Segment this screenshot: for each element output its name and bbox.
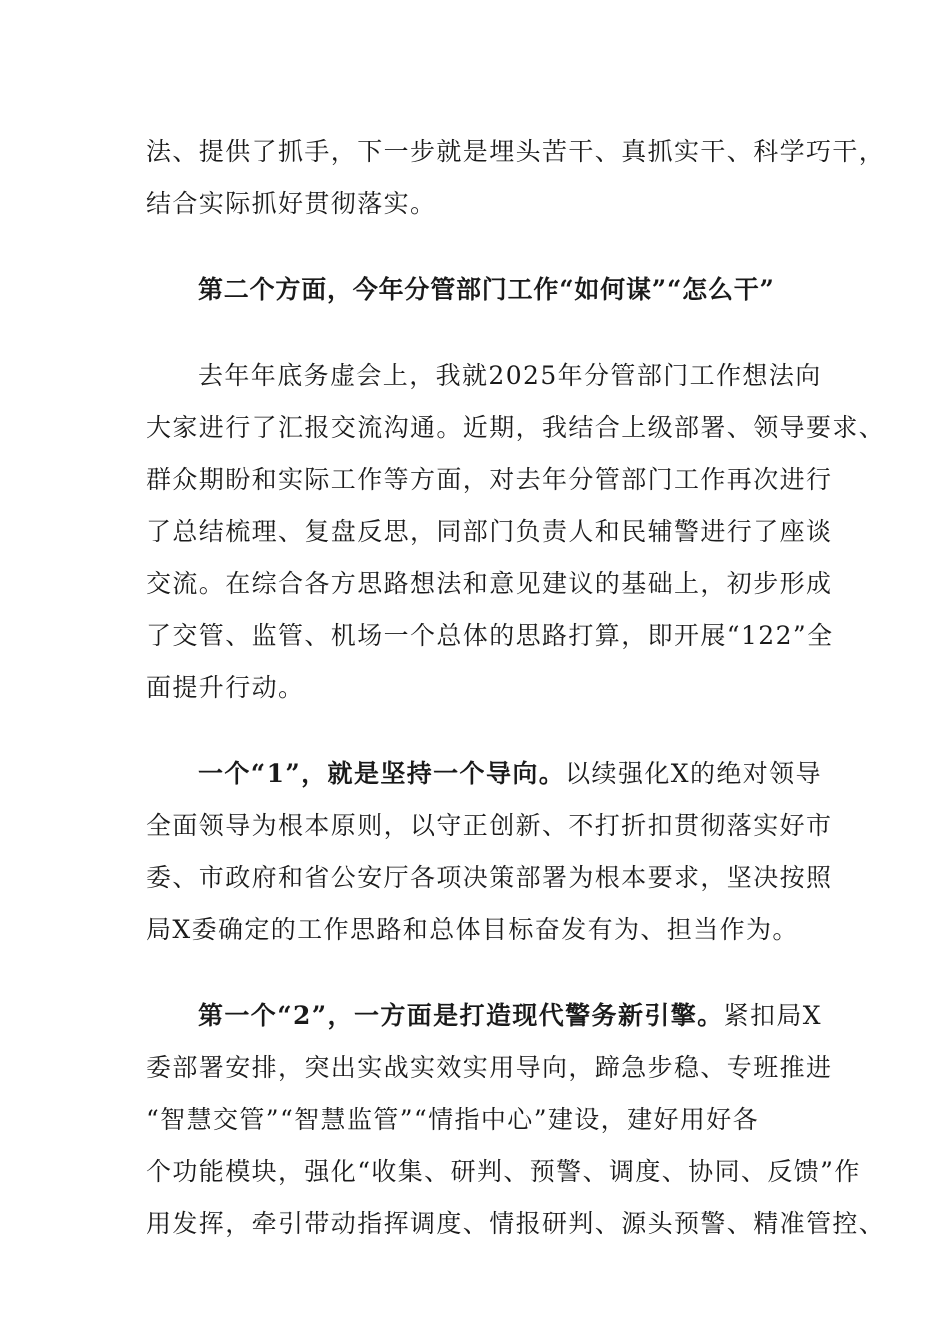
paragraph-work-plan [146, 350, 886, 714]
text-line: 全面领导为根本原则，以守正创新、不打折扣贯彻落实好市 [146, 811, 833, 840]
text-line: 面提升行动。 [146, 673, 305, 702]
text-line [146, 990, 822, 1042]
text-line: 了交管、监管、机场一个总体的思路打算，即开展“122”全 [146, 621, 834, 650]
bold-lead: 一个“1”，就是坚持一个导向。 [198, 759, 566, 788]
text-line: 结合实际抓好贯彻落实。 [146, 189, 437, 218]
text-line: 群众期盼和实际工作等方面，对去年分管部门工作再次进行 [146, 465, 833, 494]
text-line: 个功能模块，强化“收集、研判、预警、调度、协同、反馈”作 [146, 1157, 861, 1186]
text-line: 大家进行了汇报交流沟通。近期，我结合上级部署、领导要求、 [146, 413, 886, 442]
intro-paragraph [146, 126, 886, 230]
text-line: 了总结梳理、复盘反思，同部门负责人和民辅警进行了座谈 [146, 517, 833, 546]
paragraph-gap [146, 956, 822, 990]
paragraph-gap [146, 316, 822, 350]
lead-continuation: 紧扣局X [723, 1001, 822, 1030]
lead-continuation: 以续强化X的绝对领导 [565, 759, 822, 788]
text-line [146, 748, 822, 800]
bold-lead: 第一个“2”，一方面是打造现代警务新引擎。 [198, 1001, 724, 1030]
paragraph-one-orientation [146, 748, 833, 956]
document-body [146, 126, 886, 1250]
text-line: 局X委确定的工作思路和总体目标奋发有为、担当作为。 [146, 915, 799, 944]
text-line: 交流。在综合各方思路想法和意见建议的基础上，初步形成 [146, 569, 833, 598]
paragraph-gap [146, 714, 822, 748]
text-line: 法、提供了抓手，下一步就是埋头苦干、真抓实干、科学巧干， [146, 137, 886, 166]
text-line: “智慧交管”“智慧监管”“情指中心”建设，建好用好各 [146, 1105, 760, 1134]
paragraph-gap [146, 230, 822, 264]
text-line: 委部署安排，突出实战实效实用导向，蹄急步稳、专班推进 [146, 1053, 833, 1082]
text-line: 委、市政府和省公安厅各项决策部署为根本要求，坚决按照 [146, 863, 833, 892]
text-line: 用发挥，牵引带动指挥调度、情报研判、源头预警、精准管控、 [146, 1209, 886, 1238]
text-line: 去年年底务虚会上，我就2025年分管部门工作想法向 [198, 361, 822, 390]
section-heading: 第二个方面，今年分管部门工作“如何谋”“怎么干” [198, 275, 775, 304]
paragraph-first-two [146, 990, 886, 1250]
